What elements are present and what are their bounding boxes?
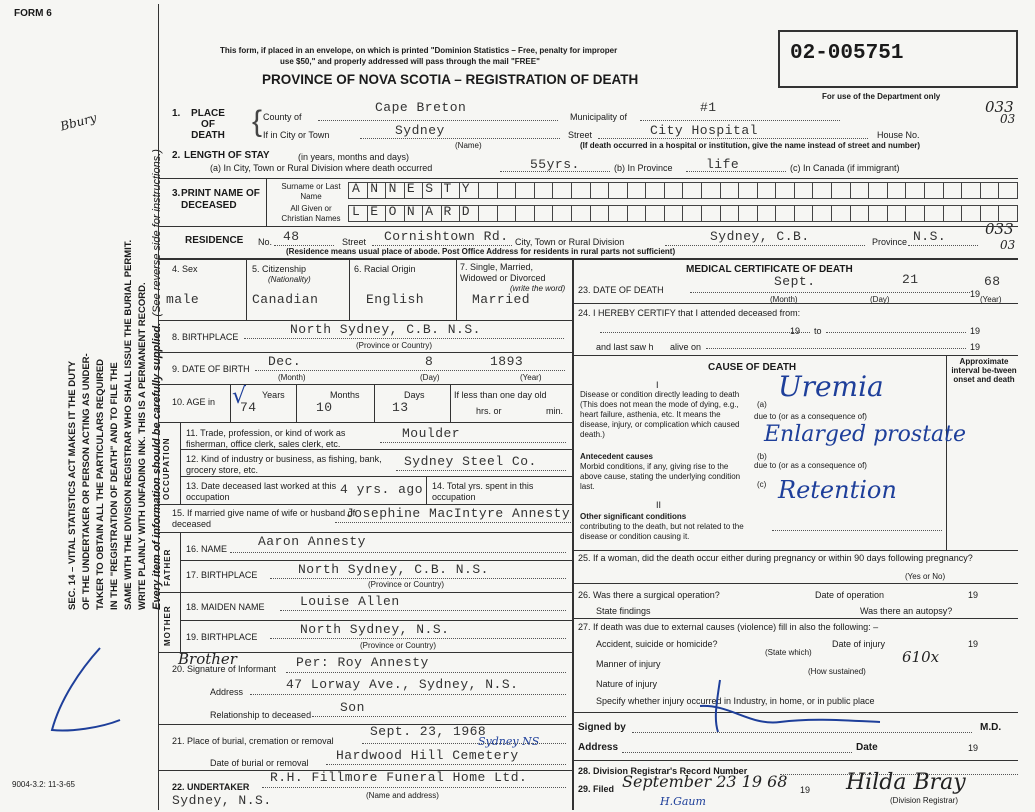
print-name-label: PRINT NAME OF DECEASED — [181, 188, 260, 211]
cemetery-value: Hardwood Hill Cemetery — [336, 748, 519, 763]
margin-scribble — [40, 640, 130, 750]
age-years: 74 — [240, 400, 257, 415]
length-of-stay-label: LENGTH OF STAY — [184, 150, 270, 161]
occupation-trade: Moulder — [402, 426, 461, 441]
place-of-death-label: PLACE OF DEATH — [191, 108, 225, 141]
death-year: 68 — [984, 274, 1001, 289]
marital-status-value: Married — [472, 292, 531, 307]
relationship-value: Son — [340, 700, 365, 715]
registration-box — [778, 30, 1018, 88]
death-month: Sept. — [774, 274, 816, 289]
dept-code-1: 033 — [985, 98, 1014, 116]
margin-handwriting: Bbury — [58, 110, 98, 134]
informant-address: 47 Lorway Ave., Sydney, N.S. — [286, 677, 519, 692]
residence-label: RESIDENCE — [185, 235, 244, 246]
occupation-industry: Sydney Steel Co. — [404, 454, 537, 469]
father-name: Aaron Annesty — [258, 534, 366, 549]
residence-street: Cornishtown Rd. — [384, 229, 509, 244]
dept-code-3: 033 — [985, 220, 1014, 238]
cause-a-value: Uremia — [778, 370, 884, 403]
racial-origin-value: English — [366, 292, 425, 307]
street-value: City Hospital — [650, 123, 758, 138]
residence-province: N.S. — [913, 229, 947, 244]
printer-code: 9004-3.2: 11-3-65 — [12, 780, 76, 789]
filed-date: September 23 19 68 — [622, 772, 788, 791]
undertaker-city: Sydney, N.S. — [172, 793, 272, 808]
registrar-initials: H.Gaum — [660, 795, 706, 808]
code-handwritten: 610x — [902, 648, 940, 666]
given-names-value: LEONARD — [352, 204, 481, 219]
dept-use-label: For use of the Department only — [822, 92, 941, 101]
sex-value: male — [166, 292, 200, 307]
burial-date: Sept. 23, 1968 — [370, 724, 487, 739]
stay-province-value: life — [706, 157, 740, 172]
age-days: 13 — [392, 400, 409, 415]
father-birthplace: North Sydney, C.B. N.S. — [298, 562, 489, 577]
residence-no: 48 — [283, 229, 300, 244]
burial-place-hw: Sydney NS — [478, 735, 540, 748]
spouse-value: Josephine MacIntyre Annesty — [346, 506, 571, 521]
municipality-value: #1 — [700, 100, 717, 115]
death-day: 21 — [902, 272, 919, 287]
envelope-notice-1: This form, if placed in an envelope, on which is printed "Dominion Statistics – Free, penalty for improper — [220, 46, 618, 55]
dob-year: 1893 — [490, 354, 524, 369]
registration-number: 02-005751 — [790, 42, 904, 65]
stay-city-value: 55yrs. — [530, 157, 580, 172]
envelope-notice-2: use $50," and properly addressed will pass through the mail "FREE" — [280, 57, 540, 66]
cause-of-death-header: CAUSE OF DEATH — [708, 362, 797, 373]
dept-code-2: 03 — [1000, 112, 1016, 126]
medical-certificate-header: MEDICAL CERTIFICATE OF DEATH — [686, 264, 853, 275]
registrar-signature: Hilda Bray — [846, 770, 966, 795]
residence-city: Sydney, C.B. — [710, 229, 810, 244]
form-title: PROVINCE OF NOVA SCOTIA – REGISTRATION OF DEATH — [262, 72, 639, 87]
city-value: Sydney — [395, 123, 445, 138]
county-value: Cape Breton — [375, 100, 467, 115]
dob-day: 8 — [425, 354, 434, 369]
birthplace-value: North Sydney, C.B. N.S. — [290, 322, 481, 337]
form-id: FORM 6 — [14, 8, 52, 19]
informant-name: Per: Roy Annesty — [296, 655, 429, 670]
dept-code-4: 03 — [1000, 238, 1016, 252]
mother-birthplace: North Sydney, N.S. — [300, 622, 450, 637]
mother-name: Louise Allen — [300, 594, 400, 609]
citizenship-value: Canadian — [252, 292, 319, 307]
side-instructions: SEC. 14 – VITAL STATISTICS ACT MAKES IT THE DUTY OF THE UNDERTAKER OR PERSON ACTING AS UNDER- TAKER TO OBTAIN ALL THE PARTICULARS REQUIRED IN THE "REGISTRATION OF DEATH" AND TO FILE THE SAME WITH THE DIVISION REGISTRAR WHO SHALL ISSUE THE BURIAL PERMIT. WRITE PLAINLY WITH UNFADING INK. THIS IS A PERMANENT RECORD. Every item of information should be carefully supplied. (See reverse side for instructions.) — [67, 149, 163, 610]
surname-value: ANNESTY — [352, 181, 481, 196]
occupation-last-worked: 4 yrs. ago — [340, 482, 424, 497]
physician-signature — [690, 676, 890, 740]
cause-c-value: Retention — [778, 476, 897, 504]
age-months: 10 — [316, 400, 333, 415]
dob-month: Dec. — [268, 354, 302, 369]
cause-b-value: Enlarged prostate — [764, 422, 967, 447]
undertaker-name: R.H. Fillmore Funeral Home Ltd. — [270, 770, 528, 785]
informant-signature: Brother — [178, 650, 237, 668]
